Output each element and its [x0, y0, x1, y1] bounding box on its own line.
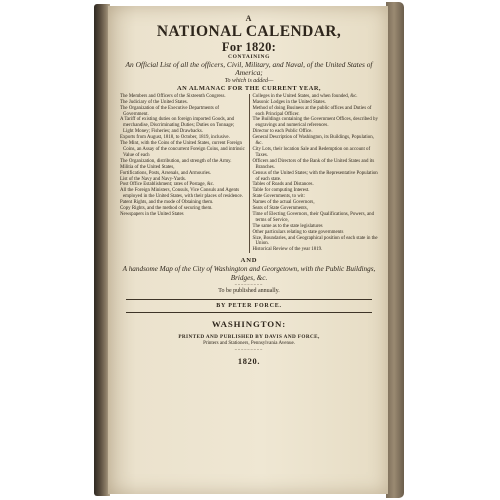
contents-columns	[120, 94, 378, 253]
contents-entry: Historical Review of the year 1819.	[252, 247, 323, 253]
contents-right-column	[250, 94, 379, 253]
contents-entry: Patent Rights, and the mode of Obtaining them.	[120, 200, 214, 206]
contents-entry: The Buildings containing the Government Offices, described by engravings and numerical references.	[252, 117, 378, 129]
title-year: For 1820:	[221, 40, 277, 54]
contents-entry: The Judiciary of the United States.	[120, 99, 188, 105]
ornament-divider: ~~~~~~~~~	[234, 282, 264, 288]
book-back-board	[386, 2, 404, 498]
contents-entry: Time of Electing Governors, their Qualifications, Powers, and terms of Service,	[252, 211, 375, 223]
contents-entry: Director to each Public Office.	[252, 129, 313, 135]
imprint-city: WASHINGTON:	[211, 319, 287, 330]
contents-entry: Method of doing Business at the public offices and Duties of each Principal Officer.	[252, 105, 372, 117]
ornament-divider-2: ~~~~~~~~~	[234, 347, 264, 353]
contents-entry: City Lots, their location Sale and Redemption on account of Taxes.	[252, 146, 371, 158]
title-page-text	[120, 14, 378, 367]
contents-entry: The same as to the state legislatures	[252, 223, 323, 229]
contents-entry: Table for computing Interest.	[252, 188, 310, 194]
contents-entry: Size, Boundaries, and Geographical position of each state in the Union.	[252, 235, 378, 247]
publication-note: To be published annually.	[218, 288, 280, 295]
contents-entry: Names of the actual Governors,	[252, 200, 315, 206]
title-article: A	[245, 14, 253, 23]
contents-entry: The Organization, distribution, and strength of the Army.	[120, 158, 232, 164]
map-description: A handsome Map of the City of Washington and Georgetown, with the Public Buildings, Bridges, &c.	[122, 265, 376, 282]
contents-entry: The Mint, with the Coins of the United States, current Foreign Coins, an Assay of the concurrent Foreign Coins, and intrinsic Value of each	[120, 141, 245, 158]
contents-entry: Colleges in the United States, and when founded, &c.	[252, 93, 358, 99]
and-label: AND	[240, 257, 258, 265]
contents-left-column	[120, 94, 250, 253]
added-note: To which is added—	[224, 77, 274, 84]
contents-entry: Other particulars relating to state governments	[252, 229, 344, 235]
containing-label: CONTAINING	[228, 54, 270, 60]
contents-entry: Seats of State Governments,	[252, 206, 308, 212]
contents-entry: Officers and Directors of the Bank of the United States and its Branches.	[252, 158, 375, 170]
rule-top	[126, 299, 372, 300]
contents-entry: Post Office Establishment; rates of Postage, &c.	[120, 182, 215, 188]
contents-entry: Copy Rights, and the method of securing them.	[120, 206, 213, 212]
contents-entry: Masonic Lodges in the United States.	[252, 99, 326, 105]
imprint-year: 1820.	[237, 357, 261, 367]
contents-entry: Exports from August, 1818, to October, 1819, inclusive.	[120, 135, 230, 141]
contents-entry: Fortifications, Posts, Arsenals, and Armouries.	[120, 170, 212, 176]
contents-entry: Census of the United States; with the Representative Population of each state.	[252, 170, 378, 182]
contents-entry: A Tariff of existing duties on foreign imported Goods, and merchandise, Discriminating Duties; Duties on Tonnage; Light Money; Fisheries; and Drawbacks.	[120, 117, 235, 135]
contents-entry: All the Foreign Ministers, Consuls, Vice Consuls and Agents employed in the United States, with their places of residence.	[120, 188, 243, 200]
subtitle: An Official List of all the officers, Civil, Military, and Naval, of the United States of America;	[125, 60, 373, 78]
contents-entry: The Organization of the Executive Departments of Government.	[120, 105, 220, 117]
contents-entry: General Description of Washington, its Buildings, Population, &c.	[252, 135, 374, 147]
contents-entry: Tables of Roads and Distances.	[252, 182, 314, 188]
contents-entry: State Governments, to wit:	[252, 194, 305, 200]
contents-entry: Newspapers in the United States	[120, 211, 184, 217]
rule-bottom	[126, 312, 372, 313]
printer-line: PRINTED AND PUBLISHED BY DAVIS AND FORCE,	[178, 334, 320, 341]
main-title: NATIONAL CALENDAR,	[156, 23, 342, 40]
printer-address: Printers and Stationers, Pennsylvania Avenue.	[203, 340, 295, 346]
title-page	[108, 6, 388, 494]
contents-entry: List of the Navy and Navy-Yards.	[120, 176, 187, 182]
contents-entry: The Members and Officers of the Sixteenth Congress.	[120, 93, 226, 99]
almanac-heading: AN ALMANAC FOR THE CURRENT YEAR,	[176, 84, 322, 92]
author-line: BY PETER FORCE.	[216, 303, 282, 310]
contents-entry: Militia of the United States,	[120, 164, 175, 170]
